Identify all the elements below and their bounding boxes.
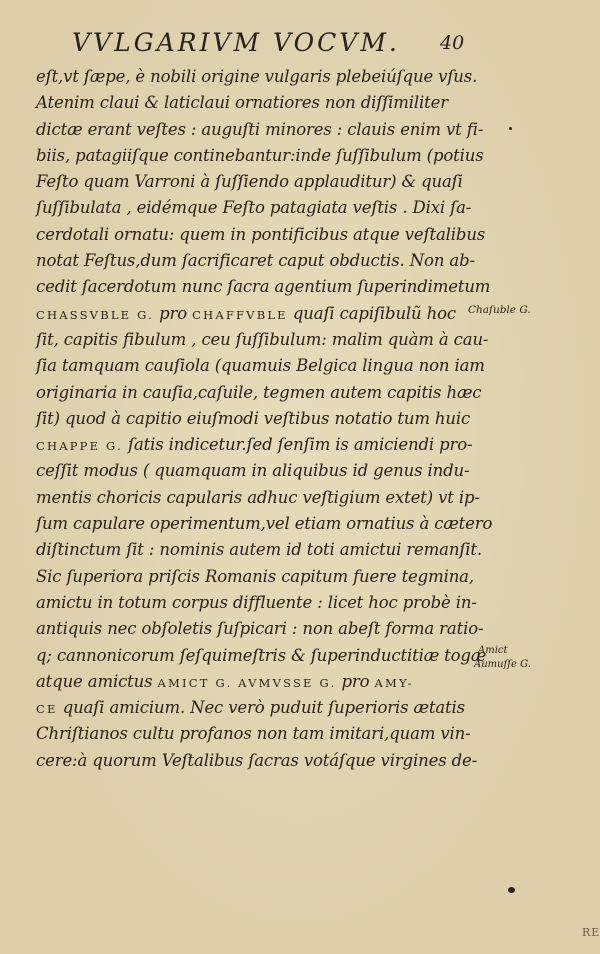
text-run: ſuſſibulata , eidémque Feſto patagiata veſtis . Dixi ſa- bbox=[36, 198, 472, 218]
text-run: diſtinctum ſit : nominis autem id toti amictui remanſit. bbox=[36, 540, 482, 560]
headword: AMY- bbox=[374, 675, 414, 690]
text-run: pro bbox=[336, 671, 375, 691]
text-line bbox=[36, 669, 466, 695]
text-run: ſum capulare operimentum,vel etiam ornatius à cætero bbox=[36, 514, 493, 534]
text-line bbox=[36, 616, 484, 642]
text-line bbox=[36, 301, 466, 327]
text-run: ſit, capitis fibulum , ceu ſuſſibulum: malim quàm à cau- bbox=[36, 329, 489, 349]
text-line bbox=[36, 590, 477, 616]
text-line bbox=[36, 248, 475, 274]
text-line bbox=[36, 117, 484, 143]
text-line bbox=[36, 406, 471, 432]
headword: CHAFFVBLE bbox=[192, 307, 288, 322]
headword: CHASSVBLE G. bbox=[36, 307, 154, 322]
text-run: quaſi capiſibulũ hoc bbox=[287, 303, 456, 323]
text-line bbox=[36, 327, 489, 353]
text-run: Feſto quam Varroni à ſuſſiendo applauditur) & quaſi bbox=[36, 172, 463, 192]
ink-speck bbox=[509, 127, 512, 130]
text-run: cedit ſacerdotum nunc ſacra agentium ſuperindimetum bbox=[36, 277, 491, 297]
text-line bbox=[36, 380, 482, 406]
text-line bbox=[36, 564, 474, 590]
headword: AMICT G. AVMVSSE G. bbox=[157, 675, 337, 690]
page-header bbox=[72, 28, 472, 62]
margin-note-chasuble: Chaſuble G. bbox=[468, 304, 531, 316]
text-run: cere:à quorum Veſtalibus ſacras votáſque virgines de- bbox=[36, 750, 478, 770]
text-run: Atenim claui & laticlaui ornatiores non diſſimiliter bbox=[36, 93, 448, 113]
text-run: Sic ſuperiora priſcis Romanis capitum fuere tegmina, bbox=[36, 566, 474, 586]
text-run: Chriſtianos cultu profanos non tam imitari,quam vin- bbox=[36, 724, 471, 744]
page-number: 40 bbox=[440, 32, 465, 54]
text-run: notat Feſtus,dum ſacrificaret caput obductis. Non ab- bbox=[36, 251, 475, 271]
text-line bbox=[36, 64, 478, 90]
text-run: ſatis indicetur.ſed ſenſim is amiciendi pro- bbox=[122, 435, 473, 455]
text-run: ſit) quod à capitio eiuſmodi veſtibus notatio tum huic bbox=[36, 408, 471, 428]
text-line bbox=[36, 222, 486, 248]
text-line bbox=[36, 274, 491, 300]
running-head: VVLGARIVM VOCVM. bbox=[72, 28, 400, 57]
text-run: atque amictus bbox=[36, 671, 158, 691]
text-line bbox=[36, 485, 480, 511]
text-run: eſt,vt ſæpe, è nobili origine vulgaris plebeiúſque vſus. bbox=[36, 67, 478, 86]
text-line bbox=[36, 643, 487, 669]
text-run: dictæ erant veſtes : auguſti minores : clauis enim vt fi- bbox=[36, 119, 484, 139]
text-line bbox=[36, 721, 471, 747]
text-run: cerdotali ornatu: quem in pontificibus atque veſtalibus bbox=[36, 224, 486, 244]
text-run: biis, patagiiſque continebantur:inde ſuſſibulum (potius bbox=[36, 145, 484, 165]
text-line bbox=[36, 748, 478, 774]
text-line bbox=[36, 695, 466, 721]
text-line bbox=[36, 90, 466, 116]
text-line bbox=[36, 432, 473, 458]
text-line bbox=[36, 143, 484, 169]
headword: CHAPPE G. bbox=[36, 439, 123, 454]
bottom-corner-mark: RE bbox=[582, 926, 600, 939]
text-line bbox=[36, 169, 466, 195]
text-run: mentis choricis capularis adhuc veſtigium extet) vt ip- bbox=[36, 487, 480, 507]
text-run: quaſi amicium. Nec verò puduit ſuperioris ætatis bbox=[57, 698, 465, 718]
text-run: antiquis nec obſoletis ſuſpicari : non abeſt forma ratio- bbox=[36, 619, 484, 639]
headword: CE bbox=[36, 702, 58, 717]
margin-note-aumusse: Aumuſſe G. bbox=[474, 659, 531, 670]
text-line bbox=[36, 458, 470, 484]
text-run: amictu in totum corpus diffluente : licet hoc probè in- bbox=[36, 592, 477, 612]
text-line bbox=[36, 511, 493, 537]
text-run: pro bbox=[153, 303, 193, 323]
text-line bbox=[36, 537, 482, 563]
text-run: ſia tamquam cauſiola (quamuis Belgica lingua non iam bbox=[36, 356, 485, 376]
margin-note-amict: Amict bbox=[478, 645, 508, 656]
text-run: q; cannonicorum ſeſquimeſtris & ſuperinductitiæ togæ bbox=[36, 645, 487, 665]
text-run: ceſſit modus ( quamquam in aliquibus id genus indu- bbox=[36, 461, 470, 481]
text-line bbox=[36, 195, 472, 221]
ink-spot bbox=[508, 887, 515, 893]
text-line bbox=[36, 353, 485, 379]
body-text bbox=[36, 64, 493, 774]
text-run: originaria in cauſia,caſuile, tegmen autem capitis hæc bbox=[36, 382, 482, 402]
